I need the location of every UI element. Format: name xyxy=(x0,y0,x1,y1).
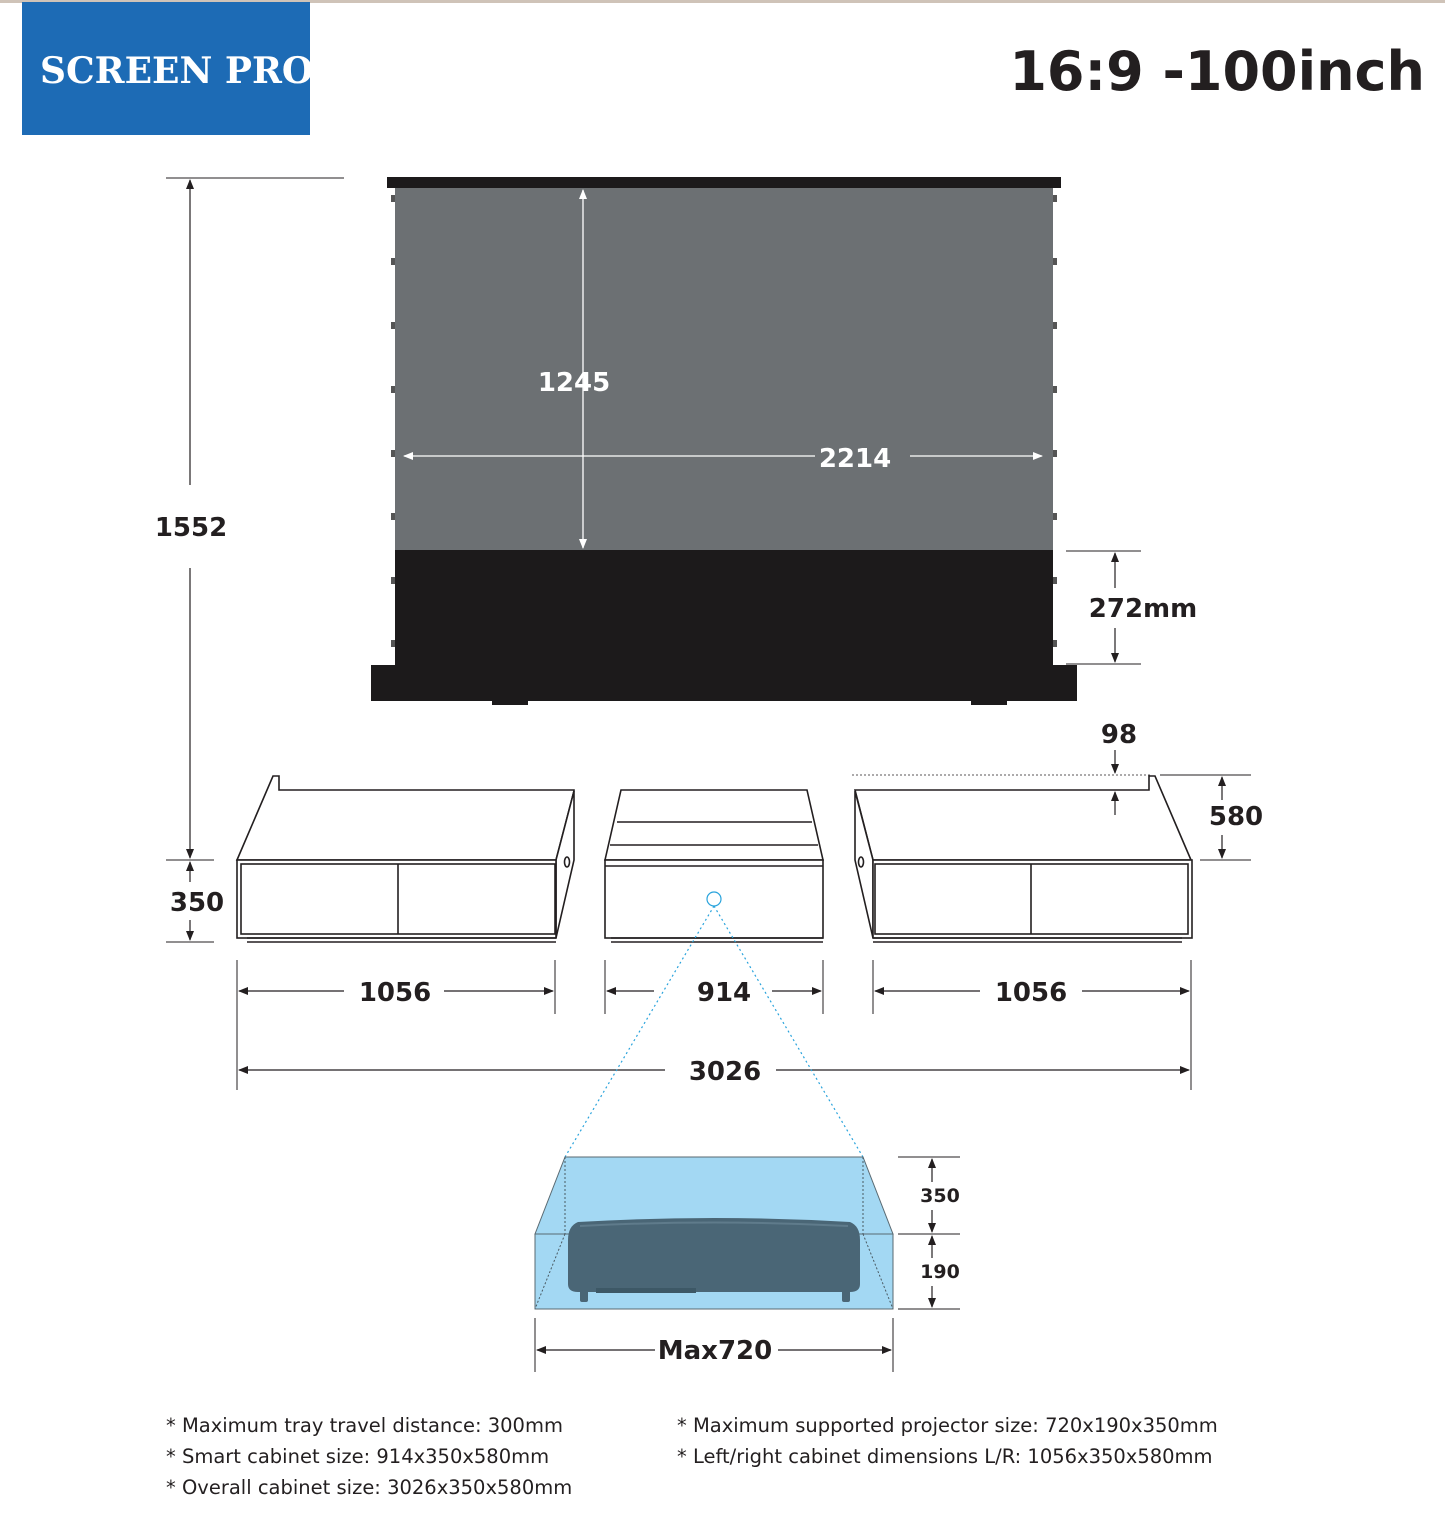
bottom-border-dimension xyxy=(1066,551,1197,664)
center-cabinet xyxy=(605,790,823,942)
brand-logo-text: SCREEN PRO® xyxy=(40,50,326,92)
screen-foot-right xyxy=(971,701,1007,705)
projector-tray xyxy=(535,906,893,1309)
projector-max-width-label: Max720 xyxy=(657,1336,773,1366)
note-item: * Smart cabinet size: 914x350x580mm xyxy=(166,1445,550,1468)
projector-space-height-label: 350 xyxy=(920,1185,960,1207)
overall-width-dimension xyxy=(239,1057,1189,1087)
right-cabinet-width-dimension xyxy=(875,978,1189,1008)
cabinet-height-label: 350 xyxy=(169,888,225,918)
left-cabinet-width-dimension xyxy=(239,978,553,1008)
center-cabinet-width-label: 914 xyxy=(696,978,752,1008)
screen-bottom-border xyxy=(395,550,1053,665)
note-item: * Overall cabinet size: 3026x350x580mm xyxy=(166,1476,573,1499)
cabinet-depth-label: 580 xyxy=(1208,802,1264,832)
projection-screen xyxy=(371,177,1077,705)
projection-guide-right xyxy=(714,906,863,1157)
cabinet-height-dimension xyxy=(166,860,224,942)
left-cabinet xyxy=(237,776,574,942)
projection-guide-left xyxy=(565,906,714,1157)
total-height-dimension xyxy=(155,178,344,858)
projector-icon xyxy=(568,1218,860,1302)
bottom-border-label: 272mm xyxy=(1088,594,1198,624)
note-item: * Maximum supported projector size: 720x190x350mm xyxy=(677,1414,1218,1437)
center-cabinet-width-dimension xyxy=(607,978,821,1008)
notes-right xyxy=(677,1410,1218,1472)
screen-base-housing xyxy=(371,665,1077,701)
screen-width-label: 2214 xyxy=(818,444,892,474)
overall-width-label: 3026 xyxy=(688,1057,762,1087)
left-cabinet-width-label: 1056 xyxy=(358,978,432,1008)
projector-space-height-dimension xyxy=(898,1157,960,1234)
note-item: * Left/right cabinet dimensions L/R: 1056x350x580mm xyxy=(677,1445,1213,1468)
screen-surface xyxy=(395,188,1053,550)
page-title: 16:9 -100inch xyxy=(1009,40,1425,103)
projector-max-width-dimension xyxy=(535,1318,893,1372)
right-cabinet xyxy=(855,776,1192,942)
projector-height-dimension xyxy=(898,1236,960,1309)
note-item: * Maximum tray travel distance: 300mm xyxy=(166,1414,563,1437)
projector-height-label: 190 xyxy=(920,1261,960,1283)
screen-foot-left xyxy=(492,701,528,705)
screen-height-label: 1245 xyxy=(537,368,611,398)
tray-gap-label: 98 xyxy=(1100,720,1138,750)
total-height-label: 1552 xyxy=(154,513,228,543)
right-cabinet-width-label: 1056 xyxy=(994,978,1068,1008)
notes-left xyxy=(166,1410,572,1503)
screen-top-bar xyxy=(387,177,1061,188)
